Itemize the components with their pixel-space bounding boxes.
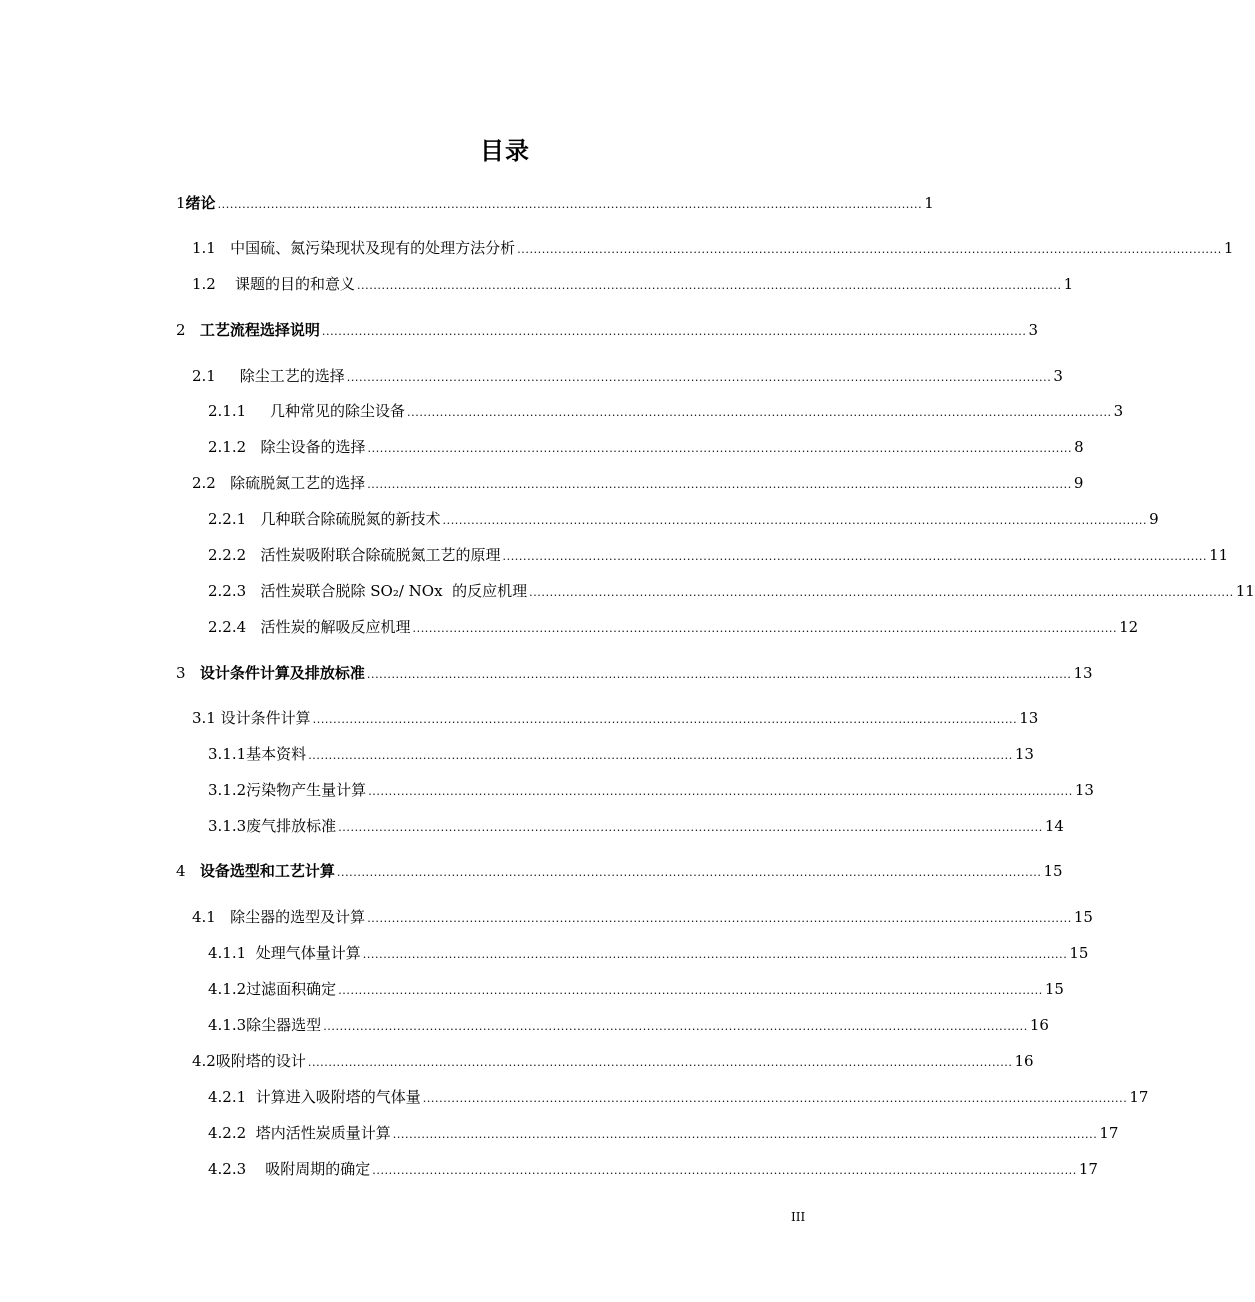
- toc-leader-dots: ............................................................................................................................................................................: [367, 912, 1072, 925]
- toc-entry-title: 设计条件计算: [220, 709, 311, 727]
- toc-entry-title: 除尘工艺的选择: [239, 367, 345, 385]
- toc-entry-number: 2.1.2: [208, 438, 261, 456]
- toc-leader-dots: ............................................................................................................................................................................: [529, 586, 1234, 599]
- toc-entry-number: 4.1.2: [208, 980, 247, 998]
- toc-entry-number: 3.1.3: [208, 817, 247, 835]
- toc-entry-page: 15: [1043, 862, 1063, 880]
- toc-entry-page: 8: [1074, 438, 1084, 456]
- toc-entry[interactable]: [208, 742, 1034, 764]
- toc-leader-dots: ............................................................................................................................................................................: [367, 478, 1072, 491]
- toc-entry-title: 塔内活性炭质量计算: [255, 1124, 391, 1142]
- toc-leader-dots: ............................................................................................................................................................................: [312, 713, 1018, 726]
- toc-entry[interactable]: [208, 1121, 1119, 1143]
- toc-entry[interactable]: [176, 318, 1039, 340]
- toc-entry-number: 4.2.1: [208, 1088, 256, 1106]
- toc-leader-dots: ............................................................................................................................................................................: [422, 1092, 1128, 1105]
- toc-leader-dots: ............................................................................................................................................................................: [338, 821, 1043, 834]
- toc-entry-title: 绪论: [185, 194, 216, 212]
- toc-entry-page: 13: [1014, 745, 1034, 763]
- toc-entry[interactable]: [208, 615, 1139, 637]
- toc-entry-number: 4.1.3: [208, 1016, 247, 1034]
- toc-entry-number: 4.1: [192, 908, 231, 926]
- toc-entry-number: 3.1.1: [208, 745, 247, 763]
- toc-leader-dots: ............................................................................................................................................................................: [368, 785, 1073, 798]
- toc-entry-title: 除尘器的选型及计算: [230, 908, 366, 926]
- toc-leader-dots: ............................................................................................................................................................................: [392, 1128, 1098, 1141]
- toc-entry-page: 1: [924, 194, 934, 212]
- toc-entry-title: 除尘器选型: [246, 1016, 322, 1034]
- toc-entry-title: 除尘设备的选择: [260, 438, 366, 456]
- toc-entry-number: 4: [176, 862, 200, 880]
- toc-entry-number: 3: [176, 664, 200, 682]
- toc-entry-number: 2.2.1: [208, 510, 261, 528]
- toc-leader-dots: ............................................................................................................................................................................: [217, 198, 923, 211]
- toc-entry-page: 14: [1044, 817, 1064, 835]
- toc-leader-dots: ............................................................................................................................................................................: [308, 749, 1013, 762]
- toc-leader-dots: ............................................................................................................................................................................: [307, 1056, 1013, 1069]
- toc-entry-number: 4.2.2: [208, 1124, 256, 1142]
- toc-entry-title: 活性炭的解吸反应机理: [260, 618, 411, 636]
- toc-entry-page: 12: [1119, 618, 1139, 636]
- toc-leader-dots: ............................................................................................................................................................................: [356, 279, 1062, 292]
- toc-leader-dots: ............................................................................................................................................................................: [346, 371, 1052, 384]
- toc-entry[interactable]: [192, 706, 1039, 728]
- toc-entry-page: 16: [1029, 1016, 1049, 1034]
- toc-entry[interactable]: [208, 435, 1084, 457]
- toc-entry-page: 1: [1223, 239, 1234, 257]
- page-title: 目录: [480, 137, 530, 165]
- toc-entry-title: 活性炭吸附联合除硫脱氮工艺的原理: [260, 546, 501, 564]
- toc-entry-page: 16: [1014, 1052, 1034, 1070]
- toc-leader-dots: ............................................................................................................................................................................: [321, 325, 1027, 338]
- toc-leader-dots: ............................................................................................................................................................................: [367, 442, 1073, 455]
- toc-entry[interactable]: [208, 977, 1064, 999]
- toc-entry[interactable]: [192, 236, 1234, 258]
- toc-leader-dots: ............................................................................................................................................................................: [502, 550, 1208, 563]
- toc-entry-page: 13: [1019, 709, 1039, 727]
- toc-entry-title: 课题的目的和意义: [234, 275, 355, 293]
- toc-entry-title: 中国硫、氮污染现状及现有的处理方法分析: [230, 239, 516, 257]
- toc-entry-title: 计算进入吸附塔的气体量: [255, 1088, 421, 1106]
- toc-leader-dots: ............................................................................................................................................................................: [412, 622, 1118, 635]
- toc-entry-title: 几种常见的除尘设备: [270, 402, 406, 420]
- toc-leader-dots: ............................................................................................................................................................................: [372, 1164, 1077, 1177]
- toc-leader-dots: ............................................................................................................................................................................: [323, 1020, 1028, 1033]
- toc-entry[interactable]: [208, 778, 1094, 800]
- toc-entry-number: 2.2.2: [208, 546, 261, 564]
- toc-entry-title: 过滤面积确定: [246, 980, 337, 998]
- toc-entry-number: 2.1: [192, 367, 240, 385]
- toc-entry-title: 活性炭联合脱除 SO₂/ NOx 的反应机理: [260, 582, 528, 600]
- toc-entry-title: 设计条件计算及排放标准: [199, 664, 365, 682]
- toc-leader-dots: ............................................................................................................................................................................: [517, 243, 1222, 256]
- toc-entry[interactable]: [208, 1013, 1049, 1035]
- toc-entry[interactable]: [192, 1049, 1034, 1071]
- toc-leader-dots: ............................................................................................................................................................................: [366, 668, 1072, 681]
- toc-entry-page: 11: [1235, 582, 1255, 600]
- toc-entry[interactable]: [192, 364, 1063, 386]
- toc-entry-number: 2.1.1: [208, 402, 271, 420]
- toc-entry-number: 4.1.1: [208, 944, 256, 962]
- toc-entry-title: 处理气体量计算: [255, 944, 361, 962]
- toc-entry-page: 17: [1099, 1124, 1119, 1142]
- toc-leader-dots: ............................................................................................................................................................................: [338, 984, 1043, 997]
- toc-entry-title: 工艺流程选择说明: [199, 321, 320, 339]
- toc-entry-number: 1: [176, 194, 186, 212]
- toc-entry-title: 除硫脱氮工艺的选择: [230, 474, 366, 492]
- toc-entry-page: 15: [1069, 944, 1089, 962]
- toc-entry-title: 几种联合除硫脱氮的新技术: [260, 510, 441, 528]
- toc-entry-number: 3.1: [192, 709, 221, 727]
- toc-entry[interactable]: [192, 905, 1093, 927]
- toc-leader-dots: ............................................................................................................................................................................: [407, 406, 1112, 419]
- page-number: III: [791, 1210, 806, 1224]
- toc-entry[interactable]: [176, 661, 1093, 683]
- toc-entry-number: 3.1.2: [208, 781, 247, 799]
- toc-entry-number: 2.2.4: [208, 618, 261, 636]
- toc-entry-number: 2.2.3: [208, 582, 261, 600]
- toc-entry[interactable]: [208, 814, 1064, 836]
- toc-entry[interactable]: [208, 1085, 1149, 1107]
- toc-entry-title: 吸附塔的设计: [215, 1052, 306, 1070]
- toc-entry-page: 15: [1073, 908, 1093, 926]
- toc-entry-page: 9: [1073, 474, 1084, 492]
- toc-entry-page: 13: [1073, 664, 1093, 682]
- toc-entry-page: 11: [1209, 546, 1229, 564]
- toc-entry-title: 废气排放标准: [246, 817, 337, 835]
- toc-entry-number: 1.2: [192, 275, 235, 293]
- toc-entry-page: 17: [1078, 1160, 1098, 1178]
- toc-entry-page: 15: [1044, 980, 1064, 998]
- toc-entry-title: 基本资料: [246, 745, 307, 763]
- toc-entry[interactable]: [192, 272, 1074, 294]
- toc-entry-title: 设备选型和工艺计算: [199, 862, 335, 880]
- toc-entry[interactable]: [192, 471, 1084, 493]
- toc-entry-page: 1: [1063, 275, 1074, 293]
- toc-entry-number: 2.2: [192, 474, 231, 492]
- toc-leader-dots: ............................................................................................................................................................................: [362, 948, 1068, 961]
- toc-entry[interactable]: [208, 399, 1124, 421]
- toc-entry-number: 4.2.3: [208, 1160, 266, 1178]
- toc-entry-page: 3: [1053, 367, 1063, 385]
- toc-entry-number: 2: [176, 321, 200, 339]
- toc-entry[interactable]: [208, 507, 1159, 529]
- toc-entry[interactable]: [208, 941, 1089, 963]
- toc-entry[interactable]: [208, 543, 1229, 565]
- toc-entry-page: 17: [1129, 1088, 1149, 1106]
- toc-entry[interactable]: [176, 191, 934, 213]
- toc-entry-title: 吸附周期的确定: [265, 1160, 371, 1178]
- toc-entry[interactable]: [208, 579, 1255, 601]
- toc-entry-title: 污染物产生量计算: [246, 781, 367, 799]
- toc-entry-number: 1.1: [192, 239, 231, 257]
- toc-entry[interactable]: [208, 1157, 1098, 1179]
- toc-entry-page: 3: [1113, 402, 1124, 420]
- toc-entry-number: 4.2: [192, 1052, 216, 1070]
- toc-entry-page: 13: [1074, 781, 1094, 799]
- toc-leader-dots: ............................................................................................................................................................................: [442, 514, 1148, 527]
- toc-entry[interactable]: [176, 859, 1063, 881]
- toc-leader-dots: ............................................................................................................................................................................: [336, 866, 1042, 879]
- toc-entry-page: 3: [1028, 321, 1039, 339]
- toc-entry-page: 9: [1149, 510, 1159, 528]
